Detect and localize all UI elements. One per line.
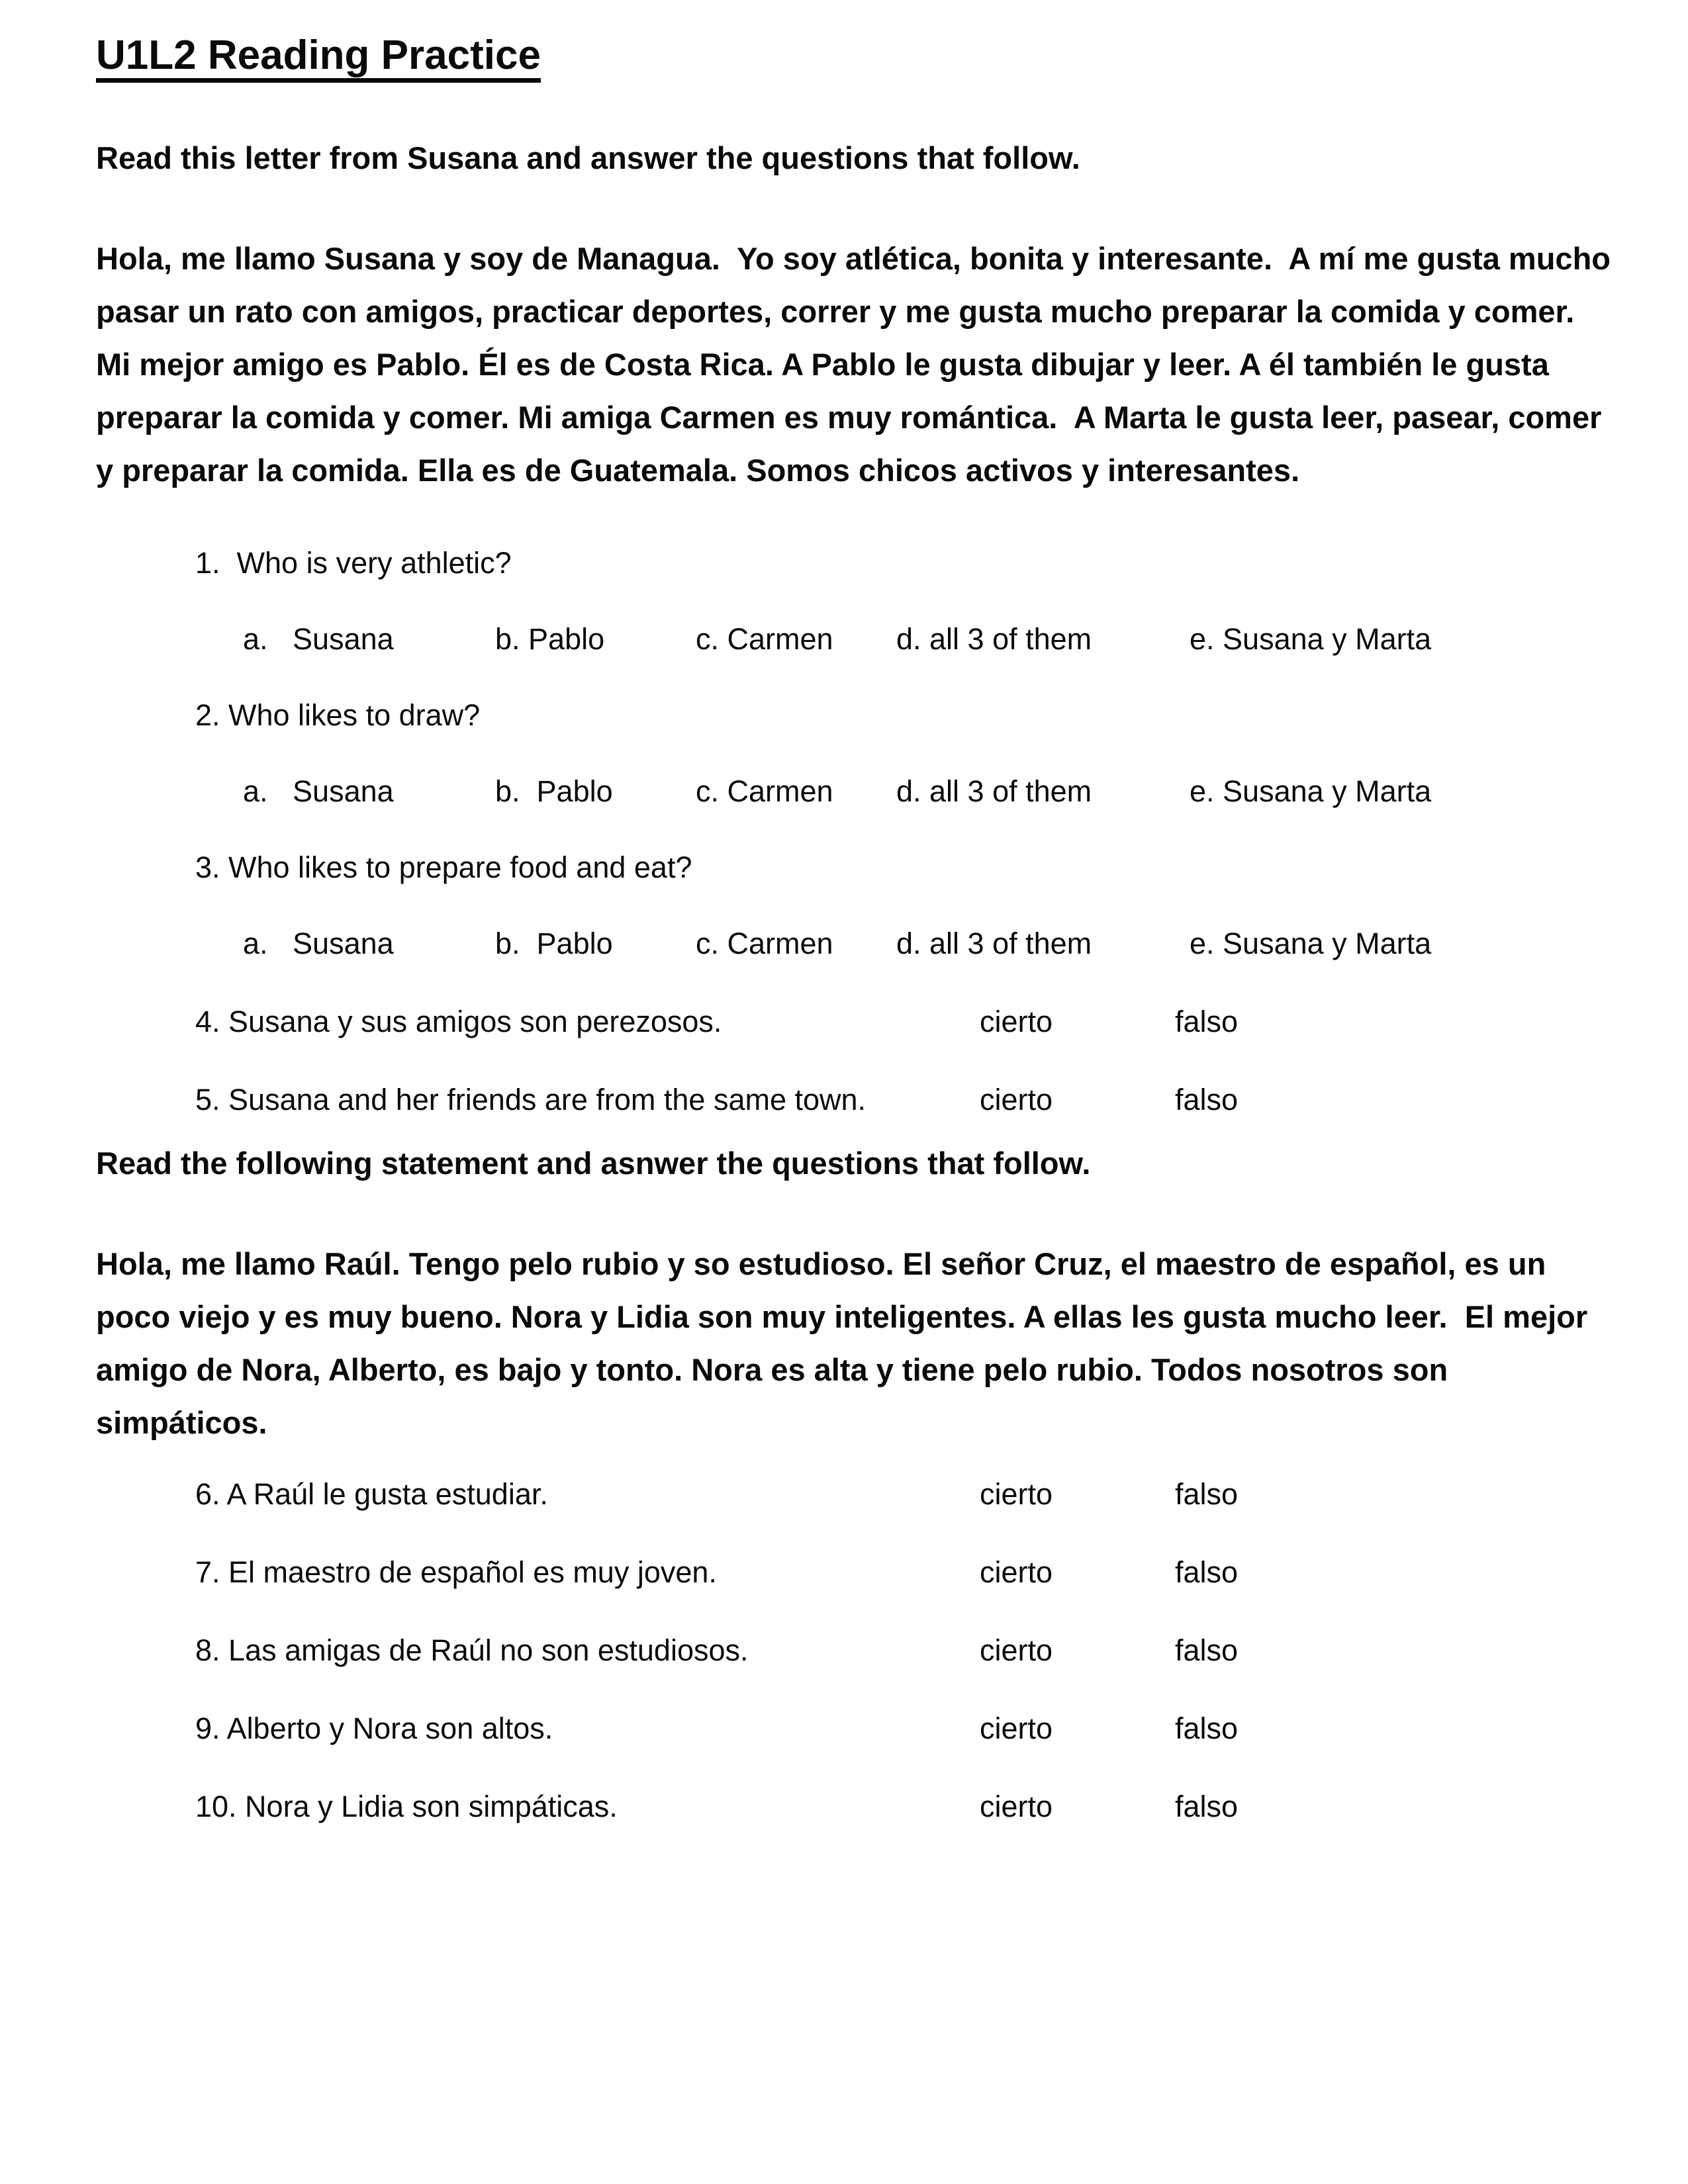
question-2-option-e: e. Susana y Marta bbox=[1190, 774, 1432, 808]
question-3-option-a: a. Susana bbox=[243, 927, 394, 960]
question-3-option-c: c. Carmen bbox=[696, 927, 833, 960]
question-4-text: 4. Susana y sus amigos son perezosos. bbox=[195, 1005, 722, 1038]
question-6-text: 6. A Raúl le gusta estudiar. bbox=[195, 1477, 548, 1511]
section1-instruction: Read this letter from Susana and answer the questions that follow. bbox=[96, 140, 1080, 175]
question-1-text: 1. Who is very athletic? bbox=[195, 546, 512, 580]
question-3 bbox=[96, 818, 1595, 894]
question-7-falso-label: falso bbox=[1175, 1555, 1239, 1589]
question-2-option-b: b. Pablo bbox=[495, 774, 613, 808]
question-6-cierto-label: cierto bbox=[980, 1477, 1053, 1511]
question-3-text: 3. Who likes to prepare food and eat? bbox=[195, 850, 692, 884]
true-false-questions bbox=[96, 1449, 1595, 1833]
question-2-option-a: a. Susana bbox=[243, 774, 394, 808]
page-title: U1L2 Reading Practice bbox=[96, 32, 541, 78]
question-1 bbox=[96, 514, 1595, 590]
question-3-option-d: d. all 3 of them bbox=[896, 927, 1092, 960]
question-6-falso-label: falso bbox=[1175, 1477, 1239, 1511]
question-5-text: 5. Susana and her friends are from the same town. bbox=[195, 1083, 867, 1116]
section2-instruction: Read the following statement and asnwer the questions that follow. bbox=[96, 1146, 1091, 1181]
question-5 bbox=[96, 1048, 1595, 1126]
question-1-option-d: d. all 3 of them bbox=[896, 622, 1092, 656]
question-4-falso-label: falso bbox=[1175, 1005, 1239, 1038]
question-5-falso-label: falso bbox=[1175, 1083, 1239, 1116]
question-9-cierto-label: cierto bbox=[980, 1711, 1053, 1745]
question-1-option-a: a. Susana bbox=[243, 622, 394, 656]
question-10-falso-label: falso bbox=[1175, 1790, 1239, 1823]
question-7-text: 7. El maestro de español es muy joven. bbox=[195, 1555, 717, 1589]
question-4 bbox=[96, 970, 1595, 1048]
question-2-text: 2. Who likes to draw? bbox=[195, 698, 481, 732]
question-9 bbox=[96, 1677, 1595, 1755]
question-4-cierto-label: cierto bbox=[980, 1005, 1053, 1038]
question-2 bbox=[96, 666, 1595, 742]
section1-passage: Hola, me llamo Susana y soy de Managua. Yo soy atlética, bonita y interesante. A mí me gusta mucho pasar un rato con amigos, practicar deportes, correr y me gusta mucho preparar la comida y comer. Mi mejor amigo es Pablo. Él es de Costa Rica. A Pablo le gusta dibujar y leer. A él también le gusta preparar la comida y comer. Mi amiga Carmen es muy romántica. A Marta le gusta leer, pasear, comer y preparar la comida. Ella es de Guatemala. Somos chicos activos y interesantes. bbox=[96, 241, 1620, 488]
question-6 bbox=[96, 1449, 1595, 1521]
question-3-options bbox=[96, 894, 1595, 970]
question-2-option-c: c. Carmen bbox=[696, 774, 833, 808]
question-8-falso-label: falso bbox=[1175, 1633, 1239, 1667]
question-3-option-e: e. Susana y Marta bbox=[1190, 927, 1432, 960]
section2-passage: Hola, me llamo Raúl. Tengo pelo rubio y so estudioso. El señor Cruz, el maestro de español, es un poco viejo y es muy bueno. Nora y Lidia son muy inteligentes. A ellas les gusta mucho leer. El mejor amigo de Nora, Alberto, es bajo y tonto. Nora es alta y tiene pelo rubio. Todos nosotros son simpáticos. bbox=[96, 1246, 1597, 1440]
question-1-option-c: c. Carmen bbox=[696, 622, 833, 656]
question-8-cierto-label: cierto bbox=[980, 1633, 1053, 1667]
question-10-cierto-label: cierto bbox=[980, 1790, 1053, 1823]
question-1-options bbox=[96, 590, 1595, 666]
question-3-option-b: b. Pablo bbox=[495, 927, 613, 960]
question-2-options bbox=[96, 742, 1595, 818]
question-8-text: 8. Las amigas de Raúl no son estudiosos. bbox=[195, 1633, 749, 1667]
multiple-choice-questions bbox=[96, 514, 1595, 1126]
question-10 bbox=[96, 1755, 1595, 1833]
question-8 bbox=[96, 1599, 1595, 1677]
question-9-falso-label: falso bbox=[1175, 1711, 1239, 1745]
question-9-text: 9. Alberto y Nora son altos. bbox=[195, 1711, 553, 1745]
question-1-option-b: b. Pablo bbox=[495, 622, 605, 656]
question-2-option-d: d. all 3 of them bbox=[896, 774, 1092, 808]
question-1-option-e: e. Susana y Marta bbox=[1190, 622, 1432, 656]
question-7 bbox=[96, 1521, 1595, 1599]
question-5-cierto-label: cierto bbox=[980, 1083, 1053, 1116]
question-7-cierto-label: cierto bbox=[980, 1555, 1053, 1589]
question-10-text: 10. Nora y Lidia son simpáticas. bbox=[195, 1790, 618, 1823]
